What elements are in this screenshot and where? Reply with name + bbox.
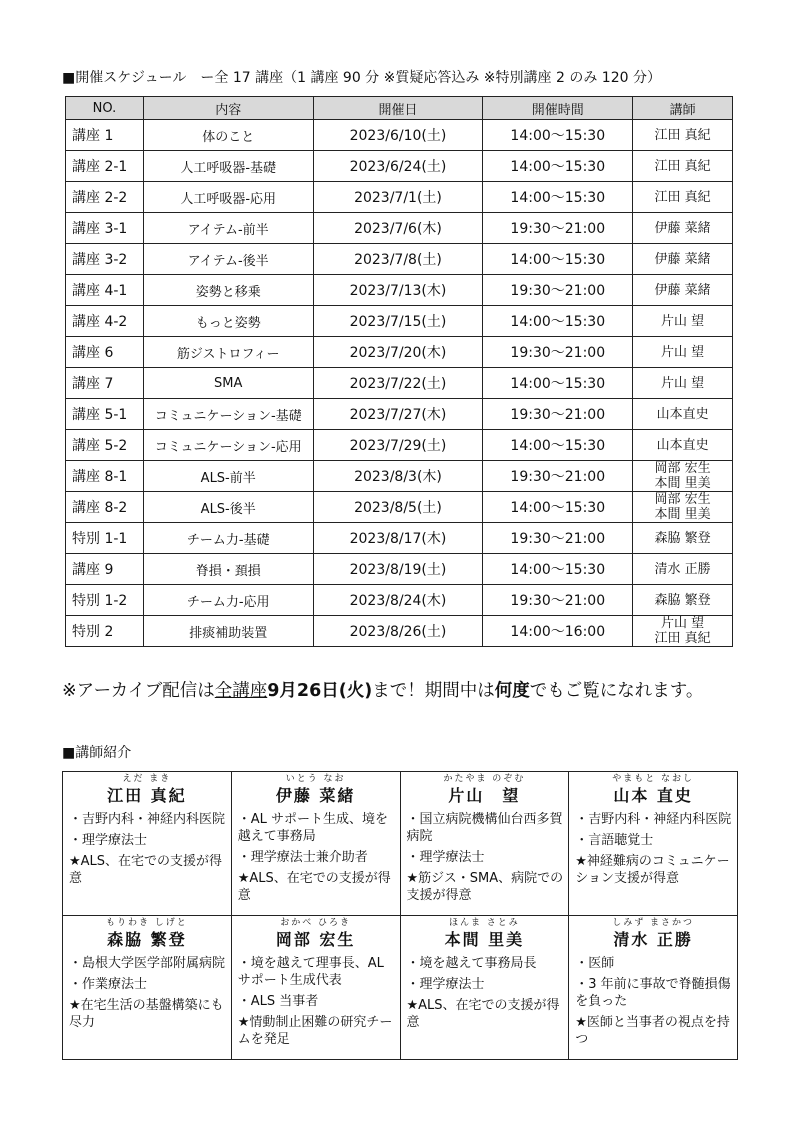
lecturer-name: 岡部 宏生	[654, 492, 711, 507]
lecturer-name: 森脇 繁登	[654, 592, 711, 608]
instructor-profile-item: ★ALS、在宅での支援が得意	[69, 854, 223, 886]
instructor-profile-item: ・国立病院機構仙台西多賀病院	[406, 812, 563, 844]
cell-lecturer	[633, 337, 733, 368]
cell-date: 2023/8/24(木)	[313, 585, 483, 616]
cell-time: 14:00～15:30	[483, 151, 633, 182]
cell-content: 体のこと	[143, 120, 313, 151]
header-time: 開催時間	[483, 97, 633, 120]
instructor-name: 山本 直史	[613, 786, 693, 805]
instructor-profile-list	[569, 955, 737, 1048]
instructor-profile-item: ・言語聴覚士	[575, 833, 654, 848]
cell-no: 講座 6	[66, 337, 144, 368]
instructor-card	[63, 916, 232, 1060]
cell-lecturer	[633, 430, 733, 461]
instructor-card	[231, 772, 400, 916]
instructors-heading: ■講師紹介	[62, 745, 132, 761]
archive-text-1: ※アーカイブ配信は	[62, 681, 215, 701]
lecturer-name: 清水 正勝	[654, 561, 711, 577]
cell-lecturer	[633, 461, 733, 492]
cell-time: 19:30～21:00	[483, 399, 633, 430]
schedule-header-row	[66, 97, 733, 120]
instructor-profile-item: ・吉野内科・神経内科医院	[69, 812, 226, 827]
lecturer-name-2: 本間 里美	[654, 507, 711, 522]
cell-content: 脊損・頚損	[143, 554, 313, 585]
cell-time: 19:30～21:00	[483, 213, 633, 244]
schedule-row	[66, 275, 733, 306]
header-date: 開催日	[313, 97, 483, 120]
instructor-profile-list	[63, 955, 231, 1031]
instructor-ruby: かたやま のぞむ	[443, 774, 526, 784]
cell-lecturer	[633, 182, 733, 213]
schedule-row	[66, 461, 733, 492]
cell-time: 14:00～15:30	[483, 368, 633, 399]
cell-date: 2023/7/1(土)	[313, 182, 483, 213]
cell-date: 2023/7/29(土)	[313, 430, 483, 461]
cell-time: 14:00～16:00	[483, 616, 633, 647]
cell-time: 14:00～15:30	[483, 492, 633, 523]
instructor-ruby: いとう なお	[285, 774, 346, 784]
lecturer-name: 森脇 繁登	[654, 530, 711, 546]
instructor-name: 岡部 宏生	[275, 930, 356, 949]
instructor-profile-item: ・島根大学医学部附属病院	[69, 956, 226, 971]
instructor-profile-item: ・ALS 当事者	[237, 994, 319, 1009]
cell-date: 2023/7/15(土)	[313, 306, 483, 337]
instructor-profile-item: ・3 年前に事故で脊髄損傷を負った	[575, 977, 731, 1009]
cell-no: 講座 3-2	[66, 244, 144, 275]
cell-no: 講座 9	[66, 554, 144, 585]
instructor-card	[569, 916, 738, 1060]
cell-content: ALS-前半	[143, 461, 313, 492]
cell-content: チーム力-基礎	[143, 523, 313, 554]
cell-lecturer	[633, 213, 733, 244]
cell-date: 2023/7/8(土)	[313, 244, 483, 275]
cell-lecturer	[633, 368, 733, 399]
lecturer-name: 江田 真紀	[654, 158, 711, 174]
cell-no: 講座 5-2	[66, 430, 144, 461]
cell-time: 14:00～15:30	[483, 182, 633, 213]
instructor-profile-item: ★ALS、在宅での支援が得意	[406, 998, 560, 1030]
header-no: NO.	[66, 97, 144, 120]
schedule-table	[65, 96, 733, 647]
schedule-row	[66, 585, 733, 616]
instructor-card	[63, 772, 232, 916]
cell-content: 排痰補助装置	[143, 616, 313, 647]
cell-content: 姿勢と移乗	[143, 275, 313, 306]
lecturer-name: 片山 望	[661, 313, 705, 329]
cell-content: アイテム-後半	[143, 244, 313, 275]
archive-all-lectures: 全講座	[214, 681, 268, 701]
instructor-ruby: やまもと なおし	[612, 774, 695, 784]
cell-content: もっと姿勢	[143, 306, 313, 337]
instructor-profile-item: ★在宅生活の基盤構築にも尽力	[69, 998, 224, 1030]
cell-date: 2023/7/6(木)	[313, 213, 483, 244]
cell-no: 講座 8-2	[66, 492, 144, 523]
cell-content: 筋ジストロフィー	[143, 337, 313, 368]
cell-date: 2023/7/13(木)	[313, 275, 483, 306]
instructor-card	[400, 772, 569, 916]
instructor-profile-item: ・理学療法士	[69, 833, 148, 848]
cell-lecturer	[633, 306, 733, 337]
schedule-body	[66, 120, 733, 647]
cell-time: 14:00～15:30	[483, 244, 633, 275]
lecturer-name: 片山 望	[661, 616, 705, 631]
schedule-row	[66, 182, 733, 213]
cell-time: 14:00～15:30	[483, 430, 633, 461]
instructor-profile-item: ★医師と当事者の視点を持つ	[575, 1015, 730, 1047]
archive-anytime: 何度	[494, 681, 530, 701]
lecturer-name: 片山 望	[661, 375, 705, 391]
header-lecturer: 講師	[633, 97, 733, 120]
instructor-name: 森脇 繁登	[107, 930, 187, 949]
archive-deadline: 9月26日(火)	[267, 681, 373, 701]
cell-content: 人工呼吸器-基礎	[143, 151, 313, 182]
instructor-profile-item: ・理学療法士	[406, 850, 485, 865]
instructor-name: 片山 望	[448, 786, 521, 805]
instructors-body	[63, 772, 738, 1060]
cell-no: 特別 2	[66, 616, 144, 647]
instructor-card	[400, 916, 569, 1060]
cell-content: SMA	[143, 368, 313, 399]
cell-date: 2023/7/20(木)	[313, 337, 483, 368]
cell-no: 講座 5-1	[66, 399, 144, 430]
schedule-row	[66, 492, 733, 523]
instructor-profile-item: ★情動制止困難の研究チームを発足	[237, 1015, 393, 1047]
cell-no: 特別 1-1	[66, 523, 144, 554]
cell-content: コミュニケーション-応用	[143, 430, 313, 461]
archive-notice	[62, 677, 703, 702]
instructor-profile-item: ★ALS、在宅での支援が得意	[237, 871, 391, 903]
cell-content: コミュニケーション-基礎	[143, 399, 313, 430]
schedule-row	[66, 244, 733, 275]
schedule-heading: ■開催スケジュール ー全 17 講座（1 講座 90 分 ※質疑応答込み ※特別講座 2 のみ 120 分）	[62, 70, 661, 86]
instructor-name: 清水 正勝	[613, 930, 693, 949]
instructor-profile-list	[232, 955, 400, 1048]
instructor-profile-item: ・吉野内科・神経内科医院	[575, 812, 732, 827]
cell-time: 19:30～21:00	[483, 585, 633, 616]
cell-date: 2023/8/17(木)	[313, 523, 483, 554]
lecturer-name-2: 江田 真紀	[654, 631, 711, 646]
lecturer-name-2: 本間 里美	[654, 476, 711, 491]
cell-lecturer	[633, 492, 733, 523]
schedule-row	[66, 213, 733, 244]
cell-content: チーム力-応用	[143, 585, 313, 616]
cell-no: 講座 1	[66, 120, 144, 151]
lecturer-name: 江田 真紀	[654, 189, 711, 205]
schedule-row	[66, 306, 733, 337]
instructor-profile-list	[401, 811, 569, 904]
instructor-card	[569, 772, 738, 916]
lecturer-name: 山本直史	[656, 406, 709, 422]
cell-time: 19:30～21:00	[483, 275, 633, 306]
cell-time: 14:00～15:30	[483, 120, 633, 151]
cell-date: 2023/8/26(土)	[313, 616, 483, 647]
cell-content: 人工呼吸器-応用	[143, 182, 313, 213]
schedule-row	[66, 368, 733, 399]
lecturer-name: 伊藤 菜緒	[654, 220, 711, 236]
lecturer-name: 伊藤 菜緒	[654, 282, 711, 298]
cell-date: 2023/8/19(土)	[313, 554, 483, 585]
instructor-profile-item: ★筋ジス・SMA、病院での支援が得意	[406, 871, 564, 903]
cell-date: 2023/7/22(土)	[313, 368, 483, 399]
instructor-card	[231, 916, 400, 1060]
instructor-profile-item: ・AL サポート生成、境を越えて事務局	[237, 812, 389, 844]
cell-no: 講座 7	[66, 368, 144, 399]
cell-date: 2023/6/24(土)	[313, 151, 483, 182]
schedule-row	[66, 523, 733, 554]
header-content: 内容	[143, 97, 313, 120]
cell-no: 講座 2-2	[66, 182, 144, 213]
cell-time: 14:00～15:30	[483, 306, 633, 337]
schedule-row	[66, 337, 733, 368]
schedule-row	[66, 151, 733, 182]
archive-text-3: でもご覧になれます。	[529, 681, 704, 701]
instructor-profile-list	[232, 811, 400, 904]
schedule-row	[66, 399, 733, 430]
schedule-row	[66, 554, 733, 585]
instructor-profile-item: ★神経難病のコミュニケーション支援が得意	[575, 854, 730, 886]
lecturer-name: 江田 真紀	[654, 127, 711, 143]
cell-no: 特別 1-2	[66, 585, 144, 616]
instructor-name: 本間 里美	[444, 930, 525, 949]
cell-time: 19:30～21:00	[483, 461, 633, 492]
lecturer-name: 岡部 宏生	[654, 461, 711, 476]
cell-time: 19:30～21:00	[483, 337, 633, 368]
instructors-row	[63, 916, 738, 1060]
cell-no: 講座 8-1	[66, 461, 144, 492]
instructor-profile-item: ・境を越えて事務局長	[406, 956, 537, 971]
instructor-profile-list	[569, 811, 737, 887]
cell-content: ALS-後半	[143, 492, 313, 523]
lecturer-name: 伊藤 菜緒	[654, 251, 711, 267]
cell-no: 講座 4-1	[66, 275, 144, 306]
instructor-ruby: おかべ ひろき	[280, 918, 352, 928]
cell-no: 講座 2-1	[66, 151, 144, 182]
cell-lecturer	[633, 275, 733, 306]
cell-lecturer	[633, 120, 733, 151]
instructor-profile-item: ・理学療法士	[406, 977, 485, 992]
lecturer-name: 片山 望	[661, 344, 705, 360]
cell-lecturer	[633, 244, 733, 275]
cell-content: アイテム-前半	[143, 213, 313, 244]
schedule-row	[66, 120, 733, 151]
instructor-profile-item: ・理学療法士兼介助者	[237, 850, 368, 865]
schedule-row	[66, 430, 733, 461]
instructors-table	[62, 771, 738, 1060]
instructor-profile-item: ・医師	[575, 956, 615, 971]
cell-lecturer	[633, 399, 733, 430]
instructors-row	[63, 772, 738, 916]
cell-no: 講座 4-2	[66, 306, 144, 337]
instructor-ruby: ほんま さとみ	[448, 918, 520, 928]
lecturer-name: 山本直史	[656, 437, 709, 453]
instructor-profile-list	[63, 811, 231, 887]
instructor-profile-item: ・作業療法士	[69, 977, 148, 992]
cell-date: 2023/6/10(土)	[313, 120, 483, 151]
cell-date: 2023/8/5(土)	[313, 492, 483, 523]
instructor-name: 江田 真紀	[107, 786, 187, 805]
cell-lecturer	[633, 585, 733, 616]
schedule-row	[66, 616, 733, 647]
cell-date: 2023/8/3(木)	[313, 461, 483, 492]
archive-text-2: まで！期間中は	[372, 681, 495, 701]
cell-date: 2023/7/27(木)	[313, 399, 483, 430]
cell-lecturer	[633, 523, 733, 554]
instructor-ruby: もりわき しげと	[105, 918, 188, 928]
cell-lecturer	[633, 554, 733, 585]
instructor-profile-item: ・境を越えて理事長、AL サポート生成代表	[237, 956, 384, 988]
instructor-ruby: えだ まき	[122, 774, 172, 784]
cell-lecturer	[633, 616, 733, 647]
cell-time: 19:30～21:00	[483, 523, 633, 554]
instructor-name: 伊藤 菜緒	[275, 786, 356, 805]
cell-time: 14:00～15:30	[483, 554, 633, 585]
instructor-profile-list	[401, 955, 569, 1031]
cell-no: 講座 3-1	[66, 213, 144, 244]
instructor-ruby: しみず まさかつ	[612, 918, 695, 928]
cell-lecturer	[633, 151, 733, 182]
